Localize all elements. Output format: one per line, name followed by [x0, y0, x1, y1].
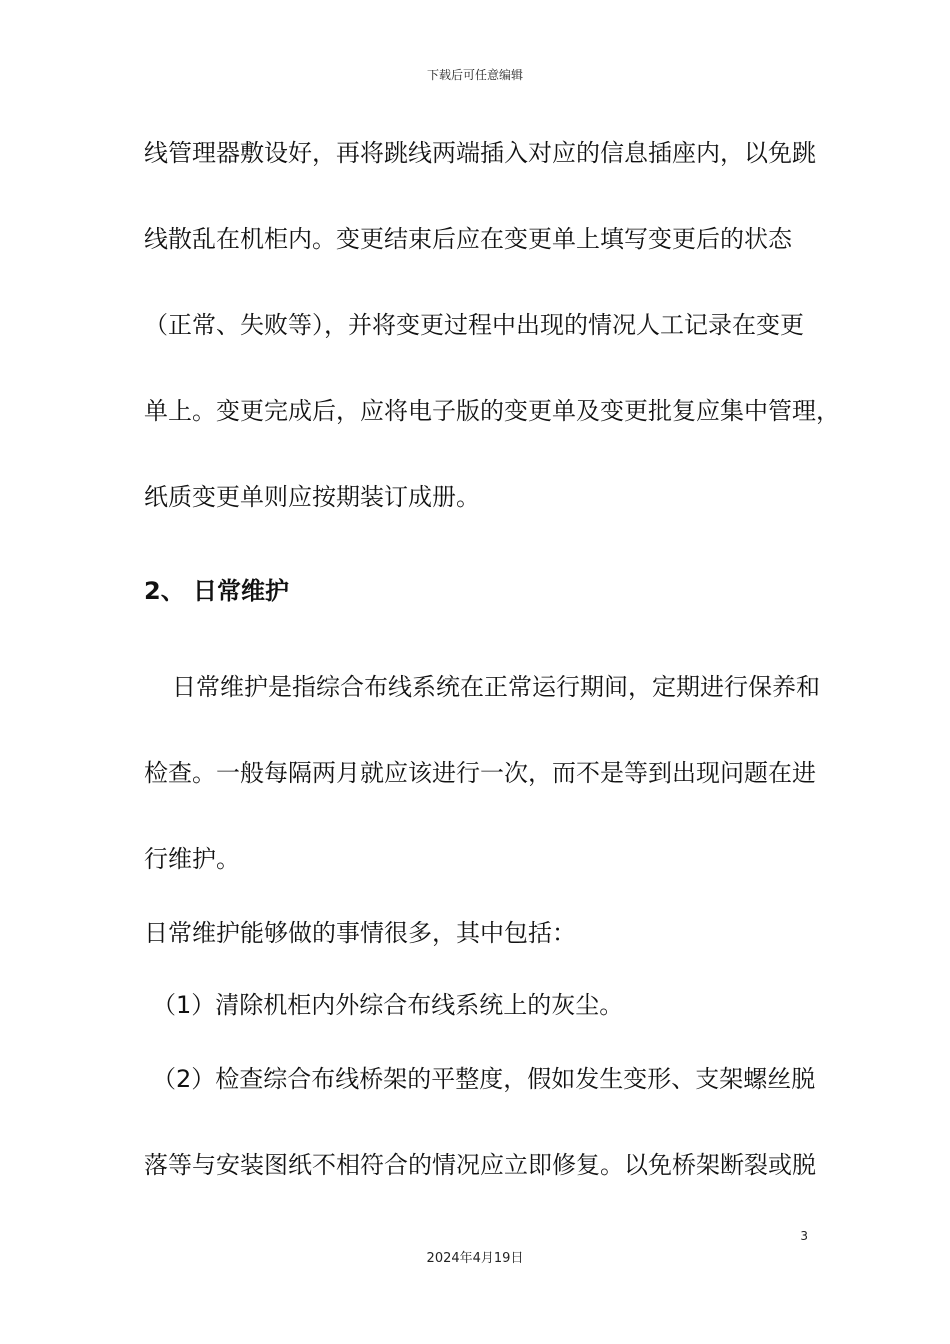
- footer-date: 2024年4月19日: [426, 1251, 524, 1266]
- list-item: （2）检查综合布线桥架的平整度，假如发生变形、支架螺丝脱: [152, 1065, 816, 1093]
- list-item: （1）清除机柜内外综合布线系统上的灰尘。: [152, 991, 624, 1019]
- paragraph-line: （正常、失败等），并将变更过程中出现的情况人工记录在变更: [144, 311, 804, 339]
- paragraph-line: 纸质变更单则应按期装订成册。: [144, 483, 480, 511]
- paragraph-line: 检查。一般每隔两月就应该进行一次，而不是等到出现问题在进: [144, 759, 816, 787]
- paragraph-line: 落等与安装图纸不相符合的情况应立即修复。以免桥架断裂或脱: [144, 1151, 816, 1179]
- paragraph-line: 线散乱在机柜内。变更结束后应在变更单上填写变更后的状态: [144, 225, 792, 253]
- page-number: 3: [800, 1229, 808, 1243]
- paragraph-line: 行维护。: [144, 845, 240, 873]
- header-note: 下载后可任意编辑: [426, 68, 523, 82]
- paragraph-line: 日常维护是指综合布线系统在正常运行期间，定期进行保养和: [172, 673, 820, 701]
- paragraph-line: 线管理器敷设好，再将跳线两端插入对应的信息插座内，以免跳: [144, 139, 816, 167]
- section-heading: 2、 日常维护: [144, 577, 290, 605]
- paragraph-line: 单上。变更完成后，应将电子版的变更单及变更批复应集中管理，: [144, 397, 840, 425]
- list-intro: 日常维护能够做的事情很多，其中包括：: [144, 919, 576, 947]
